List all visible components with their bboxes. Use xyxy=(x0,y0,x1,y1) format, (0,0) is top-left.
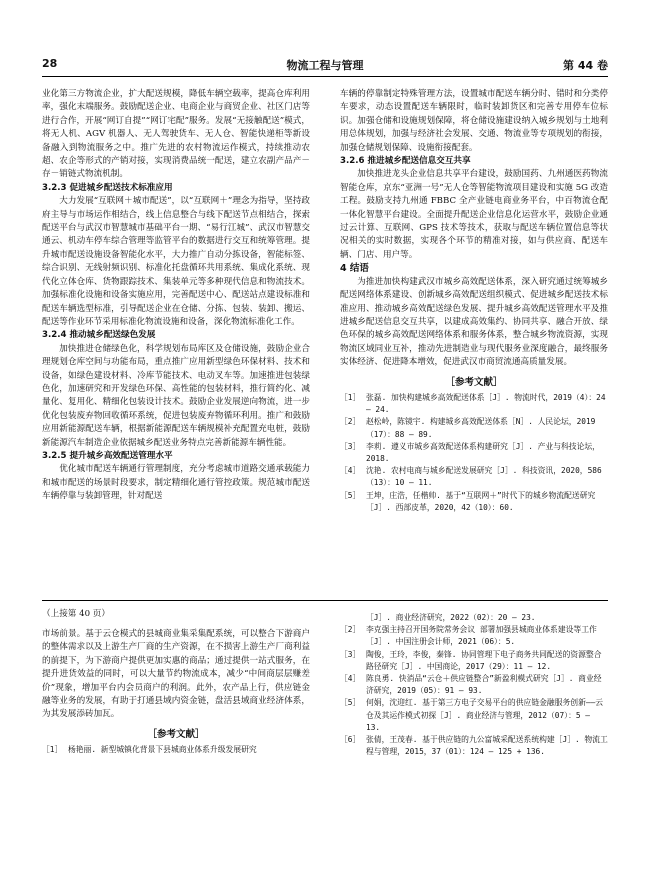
page-header xyxy=(42,54,608,77)
paragraph: 加快推进龙头企业信息共享平台建设，鼓励国药、九州通医药物流智能仓库，京东“亚洲一号”无人仓等智能物流项目建设和实施 5G 改造工程。鼓励支持九州通 FBBC 全产业链电商业务平台，中百物流仓配一体化智慧平台建设。全面提升配送企业信息化运营水平，鼓励企业通过云计算、互联网、GPS 技术等技术，获取与配送车辆位置信息等状况相关的实时数据，实现各个环节的精准对接，如与供应商、配送车辆、门店、用户等。 xyxy=(340,169,608,260)
references-title: ［参考文献］ xyxy=(445,376,503,388)
reference-item: ［2］ 赵松岭，陈镜宇. 构建城乡高效配送体系［N］. 人民论坛，2019（17）：88 – 89. xyxy=(340,417,596,439)
paragraph: 市场前景。基于云仓模式的县城商业集采集配系统，可以整合下游商户的整体需求以及上游生产厂商的生产资源，在不损害上游生产厂商利益的前提下，为下游商户提供更加实惠的商品；通过提供一站式服务，在提升进货效益的同时，可以大量节约物流成本，减少“中间商层层赚差价”现象，增加平台内会员商户的利润。此外，农产品上行，供应链金融等业务的发展，有助于打通县域内资金链，盘活县域商业经济体系，为其发展添砖加瓦。 xyxy=(42,629,310,720)
references-title: ［参考文献］ xyxy=(147,728,205,740)
page-number: 28 xyxy=(42,57,58,70)
bottom-right-column xyxy=(340,612,608,758)
paragraph: 优化城市配送车辆通行管理制度，充分考虑城市道路交通承载能力和城市配送的场景时段要求，制定精细化通行管控政策。规范城市配送车辆停靠与装卸管理，针对配送 xyxy=(42,464,310,502)
paragraph: 大力发展“互联网＋城市配送”，以“互联网＋”理念为指导，坚持政府主导与市场运作相结合，线上信息整合与线下配送节点相结合，探索配送平台与武汉市智慧城市基础平台一期、“易行江城”、武汉市智慧交通云、机动车停车综合管理等监管平台的数据进行交互和统筹管理。提升城市配送设施设备智能化水平，大力推广自动分拣设备，智能标签、综合识别、无线射频识别、标准化托盘循环共用系统、集成化系统、现代化立体仓库、货物跟踪技术、集装单元等多种现代信息和物流技术。加强标准化设施和设备实施应用，完善配送中心、配送站点建设标准和配送车辆选型标准，引导配送企业在仓储、分拣、包装、装卸、搬运、配送等作业环节采用标准化物流设施和设备，深化物流标准化工作。 xyxy=(42,196,310,327)
journal-title: 物流工程与管理 xyxy=(286,59,364,72)
reference-item: ［6］ 张倩，王茂春. 基于供应链的九公富城采配送系统构建［J］. 物流工程与管理，2015，37（01）：124 – 125 + 136. xyxy=(340,735,608,757)
section-heading-3-2-3: 3.2.3 促进城乡配送技术标准应用 xyxy=(42,182,173,193)
reference-item: ［4］ 沈艳. 农村电商与城乡配送发展研究［J］. 科技资讯，2020，586（13）：10 – 11. xyxy=(340,466,602,488)
volume-label: 第 44 卷 xyxy=(563,59,608,72)
reference-item: ［J］. 商业经济研究，2022（02）：20 – 23. xyxy=(366,613,536,622)
section-heading-conclusion: 4 结语 xyxy=(340,263,369,275)
reference-item: ［3］ 李莉. 遵义市城乡高效配送体系构建研究［J］. 产业与科技论坛，2018. xyxy=(340,441,600,463)
right-column xyxy=(340,88,608,514)
section-heading-3-2-5: 3.2.5 提升城乡高效配送管理水平 xyxy=(42,450,173,461)
reference-item: ［1］ 张磊. 加快构建城乡高效配送体系［J］. 物流时代，2019（4）：24 – 24. xyxy=(340,392,606,415)
paragraph: 业化第三方物流企业，扩大配送规模，降低车辆空载率，提高仓库利用率，强化末端服务。鼓励配送企业、电商企业与商贸企业、社区门店等进行合作，开展“网订自提”“网订宅配”服务。发展“无接触配送”模式，将无人机、AGV 机器人、无人驾驶货车、无人仓、智能快递柜等新设备融入到物流服务之中。推广先进的农村物流运作模式，持续推动农超、农企等形式的产销对接，实现消费品统一配送，建立农副产品产－存－销链式物流机制。 xyxy=(42,89,310,180)
section-heading-3-2-4: 3.2.4 推动城乡配送绿色发展 xyxy=(42,330,156,341)
reference-item: ［3］ 陶俊，王玲，李俊，秦锋. 协同管理下电子商务共同配送的资源整合路径研究［J］. 中国商论，2017（29）：11 – 12. xyxy=(340,649,602,671)
paragraph: 为推进加快构建武汉市城乡高效配送体系，深入研究通过统筹城乡配送网络体系建设、创新城乡高效配送组织模式、促进城乡配送技术标准应用、推动城乡高效配送绿色发展、提升城乡高效配送管理水平及推进城乡配送信息交互共享，以建成高效集约、协同共享、融合开放、绿色环保的城乡高效配送网络体系和服务体系，整合城乡物流资源，实现物流区域同业互补，推动先进制造业与现代服务业深度融合，最终服务实体经济、促进降本增效，促进武汉市商贸流通高质量发展。 xyxy=(340,276,608,368)
reference-item: ［4］ 陈良勇. 快消品“云仓＋供应链整合”新盈利模式研究［J］. 商业经济研究，2019（05）：91 – 93. xyxy=(340,674,602,696)
reference-item: ［2］ 李克强主持召开国务院常务会议 部署加强县城商业体系建设等工作［J］. 中国注册会计师，2021（06）：5. xyxy=(340,625,597,647)
reference-item: ［5］ 王坤，庄浩，任楷帅. 基于“互联网＋”时代下的城乡物流配送研究［J］. 西部皮革，2020，42（10）：60. xyxy=(340,490,596,512)
bottom-left-column xyxy=(42,628,310,756)
left-column xyxy=(42,88,310,504)
reference-list xyxy=(340,392,608,514)
section-heading-3-2-6: 3.2.6 推进城乡配送信息交互共享 xyxy=(340,156,471,167)
reference-item: ［5］ 何娟，沈迎红. 基于第三方电子交易平台的供应链金融服务创新——云仓及其运作模式初探［J］. 商业经济与管理，2012（07）：5 – 13. xyxy=(340,698,604,732)
reference-item: ［1］ 杨艳丽. 新型城镇化背景下县城商业体系升级发展研究 xyxy=(42,745,257,755)
continued-from-label: （上接第 40 页） xyxy=(42,609,110,619)
paragraph: 车辆的停靠制定特殊管理方法，设置城市配送车辆分时、错时和分类停车要求，动态设置配送车辆限时，临时装卸货区和完善专用停车位标识。加强仓储和设施规划保障，将仓储设施建设纳入城乡规划与土地利用总体规划，加强与经济社会发展、交通、物流业等专项规划的衔接，加强仓储规划保障、设施衔接配套。 xyxy=(340,89,608,153)
paragraph: 加快推进仓储绿色化，科学规划布局库区及仓储设施，鼓励企业合理规划仓库空间与功能布局，重点推广应用新型绿色环保材料、技术和设备，如绿色建设材料、冷库节能技术、电动叉车等。加速推进包装绿色化，加速研究和开发绿色环保、高性能的包装材料，推行简约化、减量化、复用化、精细化包装设计技术。鼓励企业发展逆向物流，进一步优化包装废弃物回收循环系统，促进包装废弃物循环利用。推广和鼓励应用新能源配送车辆，根据新能源配送车辆规模补充配置充电桩，鼓励新能源汽车制造企业依据城乡配送业务特点完善新能源车辆性能。 xyxy=(42,343,310,448)
section-divider xyxy=(42,600,608,601)
